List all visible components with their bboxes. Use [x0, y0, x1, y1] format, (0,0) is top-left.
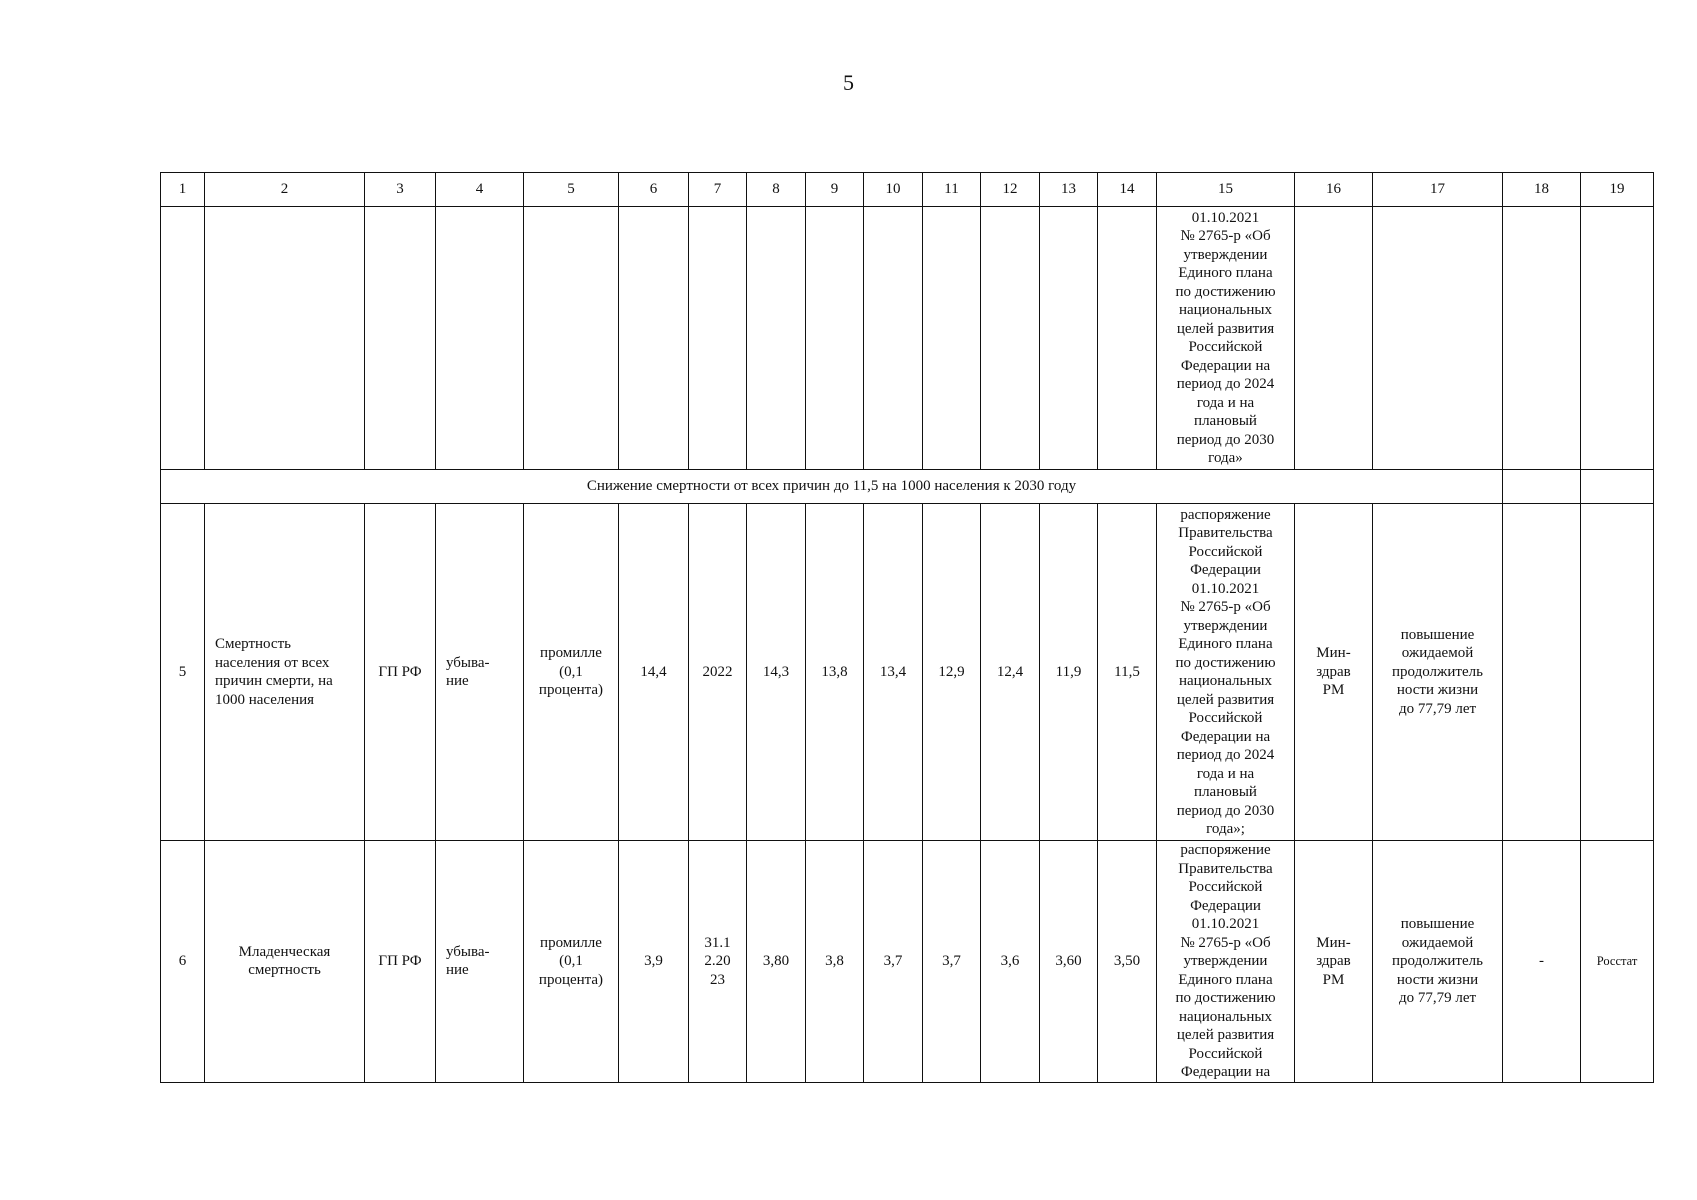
cell-19: Росстат — [1581, 841, 1654, 1083]
cell-18: - — [1503, 841, 1581, 1083]
document-reference: распоряжение Правительства Российской Федерации 01.10.2021 № 2765-р «Об утверждении Единого плана по достижению национальных целей развития Российской Федерации на — [1157, 841, 1295, 1083]
base-year: 2022 — [689, 504, 747, 841]
indicator-name: Смертность населения от всех причин смерти, на 1000 населения — [205, 504, 365, 841]
value-cell: 3,6 — [981, 841, 1040, 1083]
header-cell: 19 — [1581, 173, 1654, 207]
header-cell: 12 — [981, 173, 1040, 207]
header-cell: 18 — [1503, 173, 1581, 207]
continuation-row — [161, 207, 1654, 470]
value-cell: 11,9 — [1040, 504, 1098, 841]
value-cell: 3,8 — [806, 841, 864, 1083]
value-cell: 13,8 — [806, 504, 864, 841]
linked-goal: повышение ожидаемой продолжитель ности жизни до 77,79 лет — [1373, 841, 1503, 1083]
responsible-body: Мин- здрав РМ — [1295, 504, 1373, 841]
header-cell: 7 — [689, 173, 747, 207]
header-row — [161, 173, 1654, 207]
header-cell: 10 — [864, 173, 923, 207]
row-number: 5 — [161, 504, 205, 841]
table-row — [161, 841, 1654, 1083]
header-cell: 8 — [747, 173, 806, 207]
header-cell: 17 — [1373, 173, 1503, 207]
indicator-direction: убыва- ние — [436, 841, 524, 1083]
header-cell: 15 — [1157, 173, 1295, 207]
value-cell: 3,50 — [1098, 841, 1157, 1083]
header-cell: 16 — [1295, 173, 1373, 207]
value-cell: 13,4 — [864, 504, 923, 841]
goal-heading: Снижение смертности от всех причин до 11,5 на 1000 населения к 2030 году — [161, 470, 1503, 504]
base-year: 31.1 2.20 23 — [689, 841, 747, 1083]
row-number: 6 — [161, 841, 205, 1083]
header-cell: 14 — [1098, 173, 1157, 207]
responsible-body: Мин- здрав РМ — [1295, 841, 1373, 1083]
header-cell: 13 — [1040, 173, 1098, 207]
base-value: 14,4 — [619, 504, 689, 841]
value-cell: 12,9 — [923, 504, 981, 841]
value-cell: 11,5 — [1098, 504, 1157, 841]
page-number: 5 — [843, 70, 854, 95]
indicator-unit: промилле (0,1 процента) — [524, 841, 619, 1083]
indicator-level: ГП РФ — [365, 504, 436, 841]
indicators-table — [160, 172, 1654, 1083]
cell-19 — [1581, 504, 1654, 841]
goal-row — [161, 470, 1654, 504]
value-cell: 14,3 — [747, 504, 806, 841]
continuation-document-text: 01.10.2021 № 2765-р «Об утверждении Единого плана по достижению национальных целей развития Российской Федерации на период до 2024 года и на плановый период до 2030 года» — [1175, 209, 1276, 466]
indicator-name: Младенческая смертность — [205, 841, 365, 1083]
continuation-document-cell — [1157, 207, 1295, 470]
header-cell: 1 — [161, 173, 205, 207]
header-cell: 11 — [923, 173, 981, 207]
header-cell: 2 — [205, 173, 365, 207]
value-cell: 12,4 — [981, 504, 1040, 841]
cell-18 — [1503, 504, 1581, 841]
document-reference: распоряжение Правительства Российской Федерации 01.10.2021 № 2765-р «Об утверждении Единого плана по достижению национальных целей развития Российской Федерации на период до 2024 года и на плановый период до 2030 года»; — [1157, 504, 1295, 841]
header-cell: 3 — [365, 173, 436, 207]
header-cell: 6 — [619, 173, 689, 207]
indicator-level: ГП РФ — [365, 841, 436, 1083]
table-row — [161, 504, 1654, 841]
indicator-direction: убыва- ние — [436, 504, 524, 841]
linked-goal: повышение ожидаемой продолжитель ности жизни до 77,79 лет — [1373, 504, 1503, 841]
value-cell: 3,60 — [1040, 841, 1098, 1083]
indicator-unit: промилле (0,1 процента) — [524, 504, 619, 841]
header-cell: 5 — [524, 173, 619, 207]
value-cell: 3,7 — [864, 841, 923, 1083]
header-cell: 9 — [806, 173, 864, 207]
base-value: 3,9 — [619, 841, 689, 1083]
value-cell: 3,80 — [747, 841, 806, 1083]
header-cell: 4 — [436, 173, 524, 207]
value-cell: 3,7 — [923, 841, 981, 1083]
